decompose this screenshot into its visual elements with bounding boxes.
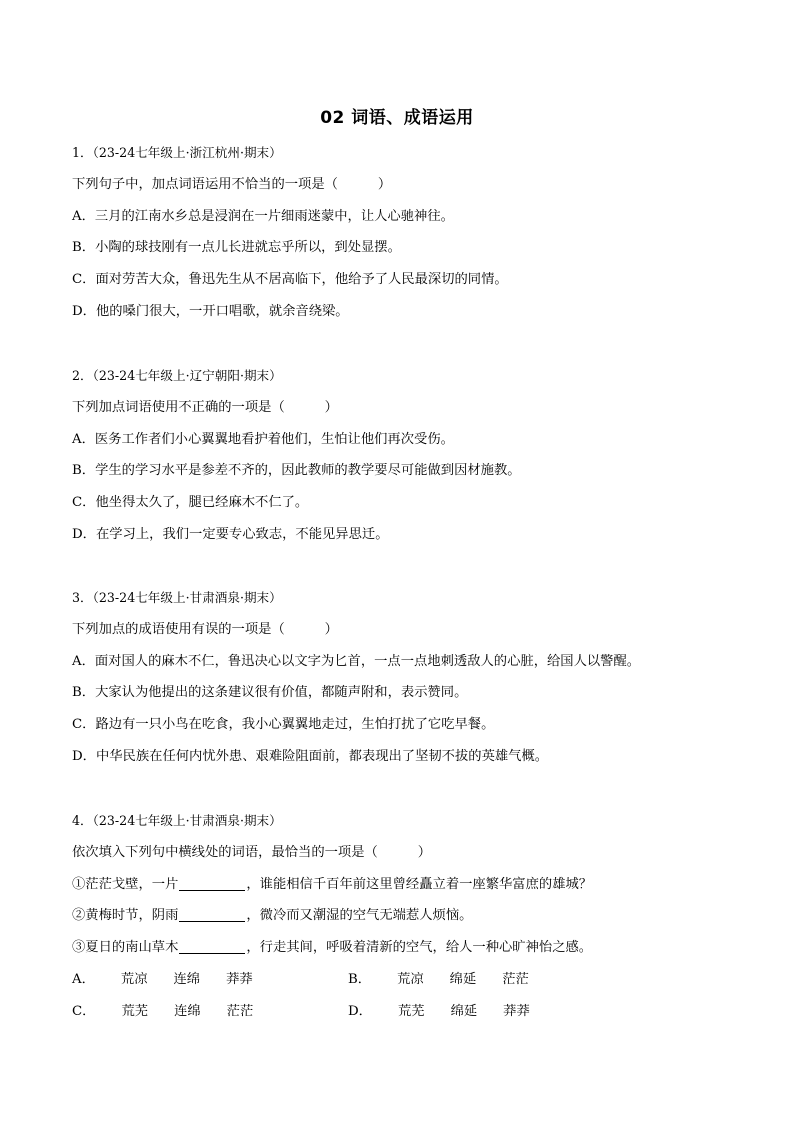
fill-sentence-1: [72, 869, 732, 901]
fill-sentence-3: [72, 932, 732, 964]
choice-word: 茫茫: [226, 1003, 254, 1019]
question-1: [72, 137, 732, 328]
choice-row-2: [72, 996, 732, 1028]
sentence-after: ，行走其间，呼吸着清新的空气，给人一种心旷神怡之感。: [246, 940, 593, 956]
question-stem: 依次填入下列句中横线处的词语，最恰当的一项是（ ）: [72, 844, 432, 860]
option-b: B．学生的学习水平是参差不齐的，因此教师的教学要尽可能做到因材施教。: [72, 463, 521, 479]
choice-word: 连绵: [173, 971, 201, 987]
question-stem: 下列加点的成语使用有误的一项是（ ）: [72, 621, 338, 637]
choice-letter: C．: [72, 1003, 96, 1019]
choice-row-1: [72, 964, 732, 996]
option-c: C．面对劳苦大众，鲁迅先生从不居高临下，他给予了人民最深切的同情。: [72, 272, 508, 288]
question-3: [72, 582, 732, 773]
sentence-after: ，谁能相信千百年前这里曾经矗立着一座繁华富庶的雄城？: [246, 876, 593, 892]
choice-word: 荒芜: [397, 1003, 425, 1019]
choice-c: [72, 996, 348, 1028]
option-c: C．他坐得太久了，腿已经麻木不仁了。: [72, 495, 309, 511]
choice-word: 荒凉: [120, 971, 148, 987]
option-a: A．三月的江南水乡总是浸润在一片细雨迷蒙中，让人心驰神往。: [72, 208, 454, 224]
fill-sentence-2: [72, 900, 732, 932]
choice-word: 茫茫: [502, 971, 529, 987]
choice-d: [348, 996, 624, 1028]
question-stem: 下列句子中，加点词语运用不恰当的一项是（ ）: [72, 176, 392, 192]
question-stem: 下列加点词语使用不正确的一项是（ ）: [72, 399, 338, 415]
option-a: A．面对国人的麻木不仁，鲁迅决心以文字为匕首，一点一点地刺透敌人的心脏，给国人以警醒。: [72, 653, 641, 669]
choice-b: [348, 964, 624, 996]
sentence-before: ③夏日的南山草木: [72, 940, 179, 956]
choice-word: 荒凉: [397, 971, 424, 987]
sentence-before: ②黄梅时节，阴雨: [72, 908, 179, 924]
choice-word: 绵延: [449, 971, 477, 987]
option-c: C．路边有一只小鸟在吃食，我小心翼翼地走过，生怕打扰了它吃早餐。: [72, 717, 495, 733]
question-source: 3．（23-24七年级上·甘肃酒泉·期末）: [72, 590, 282, 605]
choice-letter: D．: [348, 1003, 372, 1019]
choice-word: 连绵: [174, 1003, 201, 1019]
question-source: 4．（23-24七年级上·甘肃酒泉·期末）: [72, 813, 282, 828]
question-source: 2．（23-24七年级上·辽宁朝阳·期末）: [72, 368, 282, 383]
question-4: [72, 805, 732, 1028]
option-b: B．大家认为他提出的这条建议很有价值，都随声附和，表示赞同。: [72, 685, 468, 701]
answer-blank: [179, 906, 245, 922]
question-source: 1．（23-24七年级上·浙江杭州·期末）: [72, 145, 282, 160]
choice-letter: B．: [348, 971, 372, 987]
option-d: D．他的嗓门很大，一开口唱歌，就余音绕梁。: [72, 303, 349, 319]
answer-blank: [179, 938, 245, 954]
option-d: D．在学习上，我们一定要专心致志，不能见异思迁。: [72, 526, 389, 542]
choice-letter: A．: [72, 971, 95, 987]
option-d: D．中华民族在任何内忧外患、艰难险阻面前，都表现出了坚韧不拔的英雄气概。: [72, 748, 549, 764]
choice-a: [72, 964, 348, 996]
sentence-after: ，微冷而又潮湿的空气无端惹人烦恼。: [246, 908, 473, 924]
sentence-before: ①茫茫戈壁，一片: [72, 876, 179, 892]
choice-word: 莽莽: [503, 1003, 530, 1019]
page-title: 02 词语、成语运用: [320, 108, 474, 128]
choice-word: 莽莽: [226, 971, 253, 987]
choice-word: 绵延: [450, 1003, 478, 1019]
option-b: B．小陶的球技刚有一点儿长进就忘乎所以，到处显摆。: [72, 240, 401, 256]
answer-blank: [179, 875, 245, 891]
option-a: A．医务工作者们小心翼翼地看护着他们，生怕让他们再次受伤。: [72, 431, 454, 447]
question-2: [72, 360, 732, 551]
choice-word: 荒芜: [121, 1003, 149, 1019]
